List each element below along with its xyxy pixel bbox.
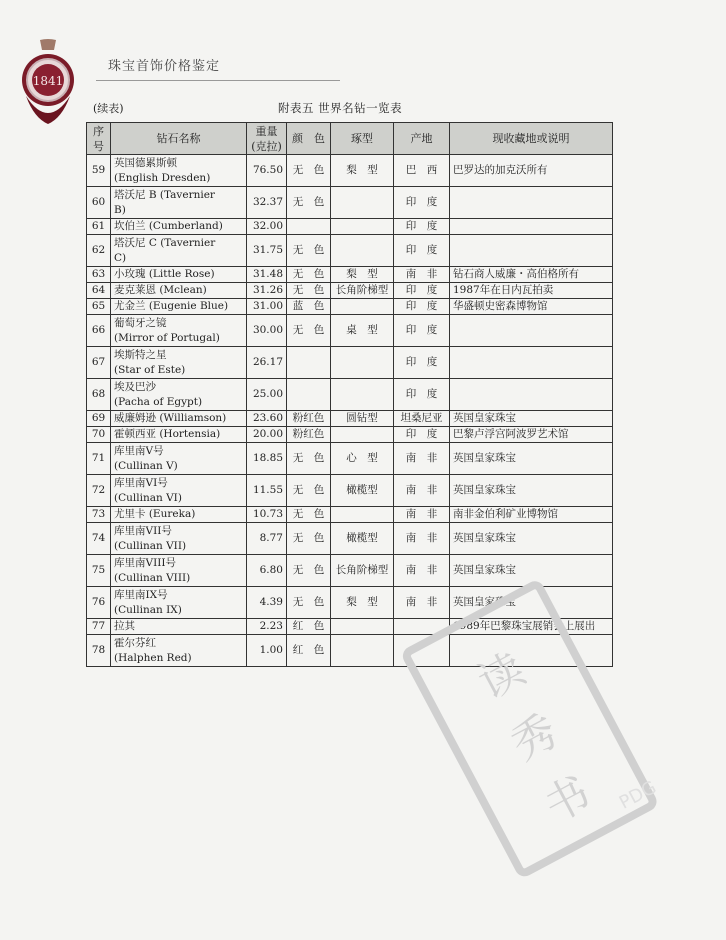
row-number: 59 xyxy=(87,155,111,187)
table-row xyxy=(87,219,613,235)
collection-note: 英国皇家珠宝 xyxy=(450,587,613,619)
cut-type xyxy=(331,187,394,219)
diamond-color: 无 色 xyxy=(287,235,331,267)
cut-type: 梨 型 xyxy=(331,267,394,283)
diamond-color xyxy=(287,347,331,379)
diamond-color: 无 色 xyxy=(287,523,331,555)
collection-note xyxy=(450,379,613,411)
cut-type: 梨 型 xyxy=(331,587,394,619)
origin-place: 印 度 xyxy=(394,235,450,267)
diamond-color: 无 色 xyxy=(287,187,331,219)
table-row xyxy=(87,155,613,187)
cut-type xyxy=(331,619,394,635)
table-row xyxy=(87,187,613,219)
cut-type xyxy=(331,299,394,315)
col-header-note: 现收藏地或说明 xyxy=(450,123,613,155)
row-number: 64 xyxy=(87,283,111,299)
cut-type: 梨 型 xyxy=(331,155,394,187)
origin-place: 印 度 xyxy=(394,379,450,411)
watermark-seal-text-2: 秀 xyxy=(503,705,567,771)
origin-place: 印 度 xyxy=(394,299,450,315)
weight-carat: 8.77 xyxy=(247,523,287,555)
table-row xyxy=(87,443,613,475)
col-header-color: 颜 色 xyxy=(287,123,331,155)
row-number: 76 xyxy=(87,587,111,619)
logo-text: 1841 xyxy=(32,74,64,88)
diamond-color: 无 色 xyxy=(287,507,331,523)
table-row xyxy=(87,283,613,299)
diamond-name: 埃及巴沙 (Pacha of Egypt) xyxy=(111,379,247,411)
origin-place: 南 非 xyxy=(394,555,450,587)
diamond-name: 库里南IX号 (Cullinan IX) xyxy=(111,587,247,619)
cut-type xyxy=(331,379,394,411)
running-header: 珠宝首饰价格鉴定 xyxy=(108,59,221,74)
diamond-color: 粉红色 xyxy=(287,427,331,443)
weight-carat: 25.00 xyxy=(247,379,287,411)
table-caption: 附表五 世界名钻一览表 xyxy=(278,101,403,115)
watermark-seal-text-3: 书 xyxy=(536,767,599,833)
origin-place: 印 度 xyxy=(394,315,450,347)
collection-note: 钻石商人威廉・高伯格所有 xyxy=(450,267,613,283)
origin-place: 印 度 xyxy=(394,427,450,443)
weight-carat: 32.00 xyxy=(247,219,287,235)
cut-type: 长角阶梯型 xyxy=(331,555,394,587)
diamond-color: 无 色 xyxy=(287,587,331,619)
origin-place: 南 非 xyxy=(394,523,450,555)
cut-type xyxy=(331,427,394,443)
origin-place: 南 非 xyxy=(394,587,450,619)
weight-carat: 32.37 xyxy=(247,187,287,219)
row-number: 68 xyxy=(87,379,111,411)
diamond-name: 塔沃尼 B (Tavernier B) xyxy=(111,187,247,219)
table-row xyxy=(87,299,613,315)
weight-carat: 31.26 xyxy=(247,283,287,299)
row-number: 72 xyxy=(87,475,111,507)
row-number: 67 xyxy=(87,347,111,379)
weight-carat: 31.00 xyxy=(247,299,287,315)
collection-note xyxy=(450,347,613,379)
table-row xyxy=(87,507,613,523)
cut-type xyxy=(331,235,394,267)
cut-type xyxy=(331,347,394,379)
collection-note: 英国皇家珠宝 xyxy=(450,555,613,587)
header-divider xyxy=(96,80,340,81)
collection-note: 英国皇家珠宝 xyxy=(450,523,613,555)
diamond-color: 无 色 xyxy=(287,267,331,283)
diamond-color: 粉红色 xyxy=(287,411,331,427)
diamond-color: 无 色 xyxy=(287,555,331,587)
diamond-name: 霍尔芬红 (Halphen Red) xyxy=(111,635,247,667)
diamond-name: 英国德累斯顿 (English Dresden) xyxy=(111,155,247,187)
weight-carat: 31.48 xyxy=(247,267,287,283)
diamond-color xyxy=(287,219,331,235)
cut-type: 长角阶梯型 xyxy=(331,283,394,299)
diamond-color: 蓝 色 xyxy=(287,299,331,315)
diamond-color: 无 色 xyxy=(287,315,331,347)
row-number: 75 xyxy=(87,555,111,587)
diamond-name: 麦克莱恩 (Mclean) xyxy=(111,283,247,299)
row-number: 63 xyxy=(87,267,111,283)
table-row xyxy=(87,379,613,411)
row-number: 66 xyxy=(87,315,111,347)
collection-note xyxy=(450,315,613,347)
diamond-name: 库里南VII号 (Cullinan VII) xyxy=(111,523,247,555)
origin-place: 南 非 xyxy=(394,267,450,283)
weight-carat: 20.00 xyxy=(247,427,287,443)
weight-carat: 11.55 xyxy=(247,475,287,507)
diamond-name: 葡萄牙之镜 (Mirror of Portugal) xyxy=(111,315,247,347)
row-number: 62 xyxy=(87,235,111,267)
row-number: 71 xyxy=(87,443,111,475)
table-row xyxy=(87,315,613,347)
row-number: 74 xyxy=(87,523,111,555)
weight-carat: 76.50 xyxy=(247,155,287,187)
col-header-no: 序号 xyxy=(87,123,111,155)
collection-note: 英国皇家珠宝 xyxy=(450,411,613,427)
collection-note: 华盛顿史密森博物馆 xyxy=(450,299,613,315)
diamond-name: 库里南VI号 (Cullinan VI) xyxy=(111,475,247,507)
diamond-color: 无 色 xyxy=(287,155,331,187)
origin-place: 南 非 xyxy=(394,443,450,475)
collection-note: 巴罗达的加克沃所有 xyxy=(450,155,613,187)
diamond-name: 库里南VIII号 (Cullinan VIII) xyxy=(111,555,247,587)
collection-note xyxy=(450,187,613,219)
collection-note: 1989年巴黎珠宝展销会上展出 xyxy=(450,619,613,635)
origin-place: 印 度 xyxy=(394,283,450,299)
collection-note: 英国皇家珠宝 xyxy=(450,443,613,475)
weight-carat: 4.39 xyxy=(247,587,287,619)
collection-note: 1987年在日内瓦拍卖 xyxy=(450,283,613,299)
diamond-name: 拉其 xyxy=(111,619,247,635)
origin-place: 坦桑尼亚 xyxy=(394,411,450,427)
table-row xyxy=(87,347,613,379)
weight-carat: 26.17 xyxy=(247,347,287,379)
col-header-origin: 产地 xyxy=(394,123,450,155)
weight-carat: 2.23 xyxy=(247,619,287,635)
watermark-tag: PDG xyxy=(615,776,660,814)
diamond-color: 红 色 xyxy=(287,619,331,635)
collection-note: 南非金伯利矿业博物馆 xyxy=(450,507,613,523)
table-row xyxy=(87,523,613,555)
collection-note: 巴黎卢浮宫阿波罗艺术馆 xyxy=(450,427,613,443)
weight-carat: 10.73 xyxy=(247,507,287,523)
table-header-row xyxy=(87,123,613,155)
col-header-weight: 重量 (克拉) xyxy=(247,123,287,155)
diamond-color: 无 色 xyxy=(287,475,331,507)
weight-carat: 23.60 xyxy=(247,411,287,427)
diamond-name: 小玫瑰 (Little Rose) xyxy=(111,267,247,283)
cut-type: 心 型 xyxy=(331,443,394,475)
diamond-color xyxy=(287,379,331,411)
brand-logo xyxy=(18,38,78,130)
table-row xyxy=(87,411,613,427)
cut-type xyxy=(331,219,394,235)
table-row xyxy=(87,267,613,283)
origin-place: 南 非 xyxy=(394,475,450,507)
diamond-color: 红 色 xyxy=(287,635,331,667)
weight-carat: 6.80 xyxy=(247,555,287,587)
origin-place: 南 非 xyxy=(394,507,450,523)
weight-carat: 31.75 xyxy=(247,235,287,267)
diamond-name: 威廉姆逊 (Williamson) xyxy=(111,411,247,427)
row-number: 77 xyxy=(87,619,111,635)
col-header-name: 钻石名称 xyxy=(111,123,247,155)
row-number: 65 xyxy=(87,299,111,315)
diamond-name: 尤里卡 (Eureka) xyxy=(111,507,247,523)
diamond-name: 尤金兰 (Eugenie Blue) xyxy=(111,299,247,315)
origin-place: 巴 西 xyxy=(394,155,450,187)
diamond-name: 塔沃尼 C (Tavernier C) xyxy=(111,235,247,267)
cut-type: 圆钻型 xyxy=(331,411,394,427)
diamond-color: 无 色 xyxy=(287,443,331,475)
watermark-seal-text-1: 读 xyxy=(470,643,534,710)
col-header-cut: 琢型 xyxy=(331,123,394,155)
row-number: 70 xyxy=(87,427,111,443)
collection-note xyxy=(450,235,613,267)
collection-note: 英国皇家珠宝 xyxy=(450,475,613,507)
continued-label: (续表) xyxy=(93,102,124,115)
row-number: 69 xyxy=(87,411,111,427)
weight-carat: 18.85 xyxy=(247,443,287,475)
table-row xyxy=(87,475,613,507)
origin-place: 印 度 xyxy=(394,347,450,379)
table-row xyxy=(87,427,613,443)
cut-type: 橄榄型 xyxy=(331,523,394,555)
table-row xyxy=(87,235,613,267)
cut-type: 橄榄型 xyxy=(331,475,394,507)
collection-note xyxy=(450,219,613,235)
row-number: 60 xyxy=(87,187,111,219)
weight-carat: 30.00 xyxy=(247,315,287,347)
diamond-name: 霍顿西亚 (Hortensia) xyxy=(111,427,247,443)
origin-place: 印 度 xyxy=(394,187,450,219)
diamond-name: 埃斯特之星 (Star of Este) xyxy=(111,347,247,379)
row-number: 61 xyxy=(87,219,111,235)
origin-place: 印 度 xyxy=(394,219,450,235)
cut-type: 桌 型 xyxy=(331,315,394,347)
diamond-name: 坎伯兰 (Cumberland) xyxy=(111,219,247,235)
weight-carat: 1.00 xyxy=(247,635,287,667)
row-number: 73 xyxy=(87,507,111,523)
cut-type xyxy=(331,507,394,523)
diamond-color: 无 色 xyxy=(287,283,331,299)
diamond-name: 库里南V号 (Cullinan V) xyxy=(111,443,247,475)
row-number: 78 xyxy=(87,635,111,667)
